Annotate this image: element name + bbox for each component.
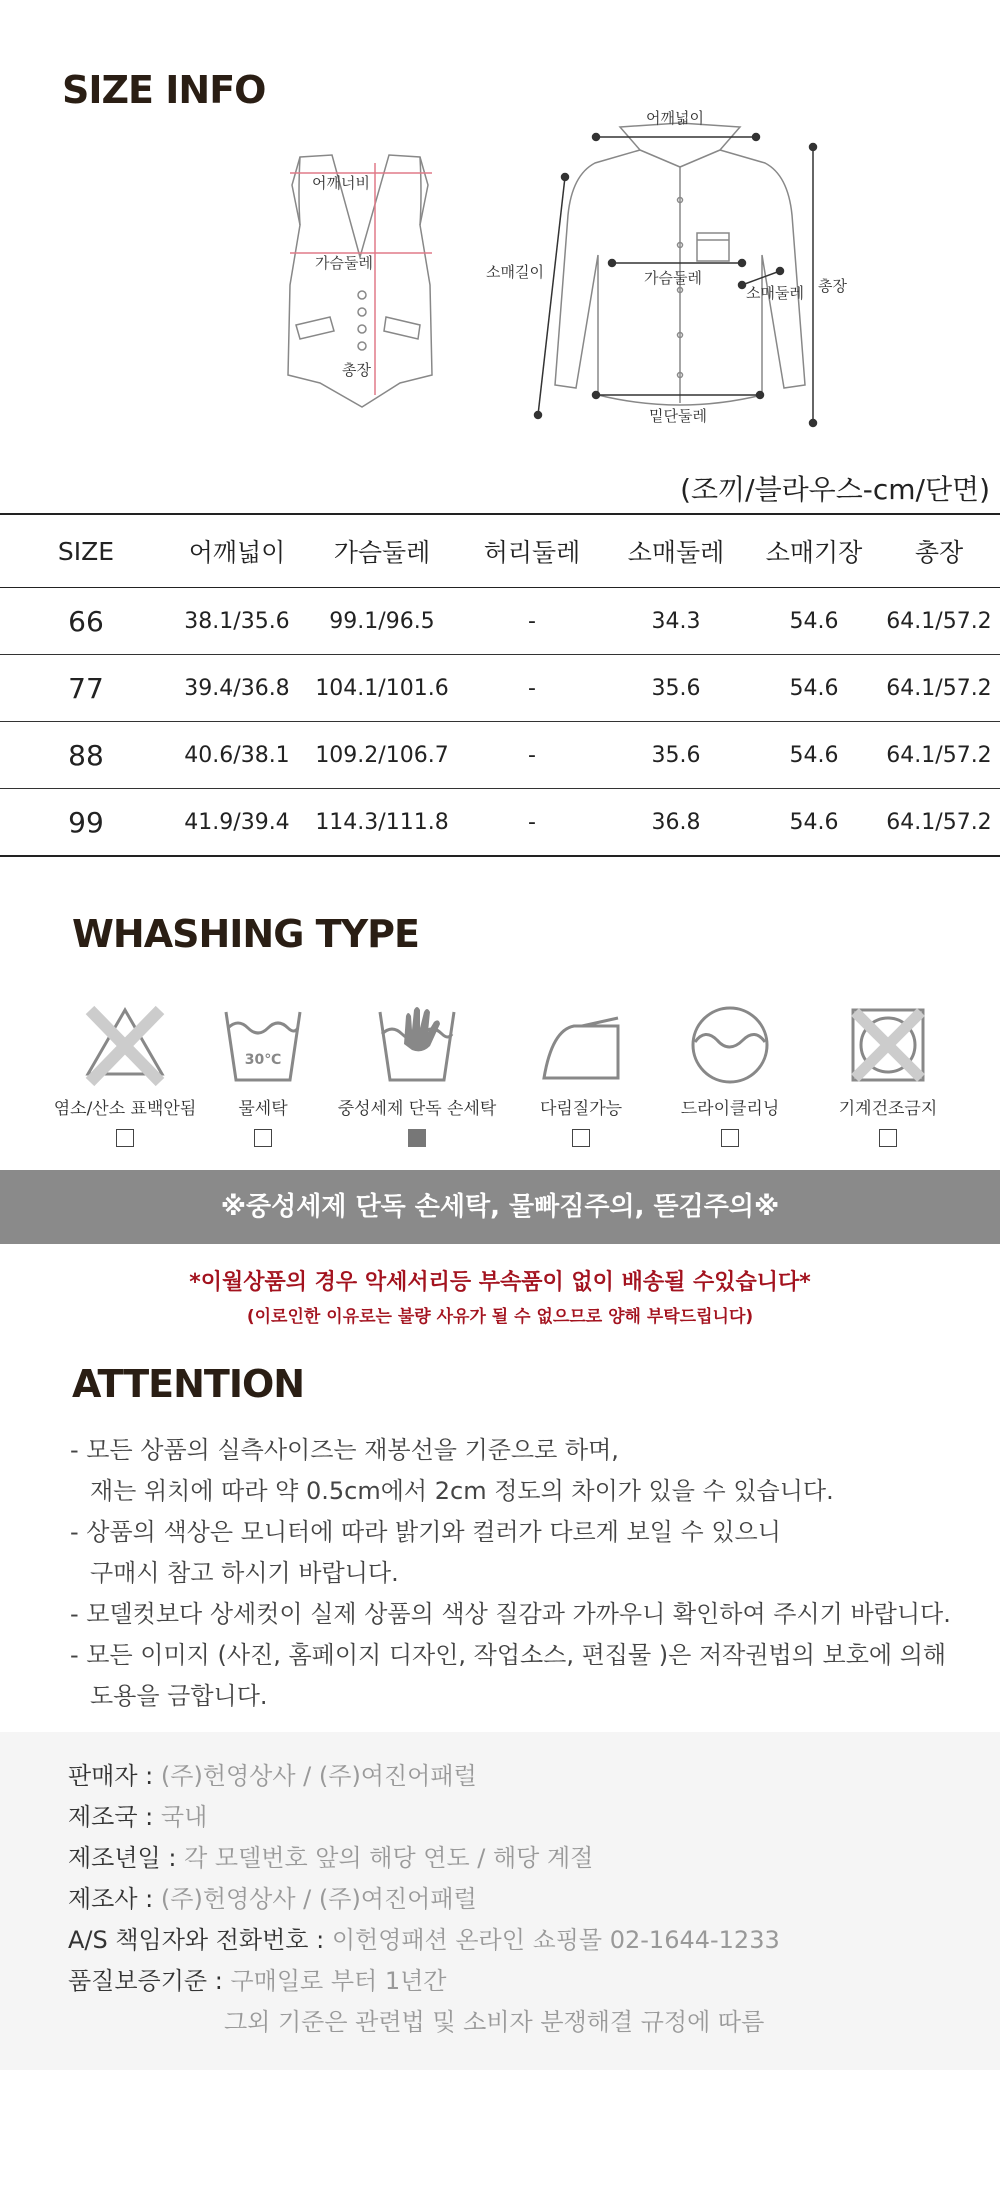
header-size: SIZE xyxy=(0,514,172,588)
checkbox xyxy=(879,1129,897,1147)
wash-item-machine-wash xyxy=(178,1000,348,1147)
dry-clean-icon xyxy=(685,1000,775,1090)
notice-line-2: (이로인한 이유로는 불량 사유가 될 수 없으므로 양해 부탁드립니다) xyxy=(246,1307,754,1327)
header-sleeve-circ: 소매둘레 xyxy=(602,514,750,588)
no-bleach-icon xyxy=(80,1000,170,1090)
info-row-warranty xyxy=(68,1961,780,2002)
header-chest: 가슴둘레 xyxy=(302,514,462,588)
info-row-country xyxy=(68,1797,780,1838)
attention-line: 재는 위치에 따라 약 0.5cm에서 2cm 정도의 차이가 있을 수 있습니다. xyxy=(90,1477,834,1505)
wash-label: 기계건조금지 xyxy=(838,1099,938,1119)
info-row-seller xyxy=(68,1756,780,1797)
info-value: 이헌영패션 온라인 쇼핑몰 02-1644-1233 xyxy=(331,1926,780,1954)
info-key: 제조년일 : xyxy=(68,1844,185,1872)
shirt-sleeve-circ-label: 소매둘레 xyxy=(746,284,804,302)
info-value: (주)헌영상사 / (주)여진어패럴 xyxy=(160,1885,477,1913)
cell-sleeve-circ: 35.6 xyxy=(602,722,750,789)
checkbox xyxy=(116,1129,134,1147)
wash-label: 중성세제 단독 손세탁 xyxy=(337,1099,497,1119)
cell-waist: - xyxy=(462,789,602,857)
cell-size: 99 xyxy=(0,789,172,857)
wash-label: 물세탁 xyxy=(238,1099,288,1119)
cell-shoulder: 41.9/39.4 xyxy=(172,789,302,857)
info-key: 품질보증기준 : xyxy=(68,1967,231,1995)
cell-size: 66 xyxy=(0,588,172,655)
cell-shoulder: 39.4/36.8 xyxy=(172,655,302,722)
wash-item-dry-clean xyxy=(645,1000,815,1147)
header-sleeve-length: 소매기장 xyxy=(750,514,878,588)
cell-chest: 104.1/101.6 xyxy=(302,655,462,722)
attention-list xyxy=(70,1430,970,1717)
checkbox xyxy=(721,1129,739,1147)
size-diagram xyxy=(0,105,1000,435)
cell-sleeve-circ: 36.8 xyxy=(602,789,750,857)
notice-line-1: *이월상품의 경우 악세서리등 부속품이 없이 배송될 수있습니다* xyxy=(189,1270,811,1295)
checkbox xyxy=(254,1129,272,1147)
cell-waist: - xyxy=(462,722,602,789)
cell-sleeve-circ: 35.6 xyxy=(602,655,750,722)
shirt-chest-label: 가슴둘레 xyxy=(644,269,702,287)
attention-line: 구매시 참고 하시기 바랍니다. xyxy=(90,1559,399,1587)
attention-title: ATTENTION xyxy=(72,1362,305,1406)
size-table xyxy=(0,513,1000,857)
table-row xyxy=(0,655,1000,722)
cell-sleeve-length: 54.6 xyxy=(750,655,878,722)
table-row xyxy=(0,789,1000,857)
vest-shoulder-label: 어깨너비 xyxy=(312,174,370,192)
wash-label: 다림질가능 xyxy=(539,1099,623,1119)
wash-item-iron xyxy=(496,1000,666,1147)
cell-total-length: 64.1/57.2 xyxy=(878,722,1000,789)
cell-shoulder: 38.1/35.6 xyxy=(172,588,302,655)
cell-total-length: 64.1/57.2 xyxy=(878,588,1000,655)
info-key: 제조국 : xyxy=(68,1803,161,1831)
shirt-sleeve-length-label: 소매길이 xyxy=(486,263,544,281)
cell-sleeve-length: 54.6 xyxy=(750,722,878,789)
wash-30-icon xyxy=(218,1000,308,1090)
cell-size: 77 xyxy=(0,655,172,722)
checkbox xyxy=(572,1129,590,1147)
vest-length-label: 총장 xyxy=(342,361,371,379)
wash-item-hand-wash xyxy=(332,1000,502,1147)
cell-chest: 109.2/106.7 xyxy=(302,722,462,789)
vest-chest-label: 가슴둘레 xyxy=(315,254,373,272)
info-key: 판매자 : xyxy=(68,1762,161,1790)
info-key: 제조사 : xyxy=(68,1885,161,1913)
shirt-total-length-label: 총장 xyxy=(818,277,847,295)
cell-total-length: 64.1/57.2 xyxy=(878,655,1000,722)
cell-chest: 99.1/96.5 xyxy=(302,588,462,655)
table-row xyxy=(0,588,1000,655)
cell-waist: - xyxy=(462,588,602,655)
shirt-shoulder-label: 어깨넓이 xyxy=(646,109,704,127)
info-row-date xyxy=(68,1838,780,1879)
attention-line: - 모든 상품의 실측사이즈는 재봉선을 기준으로 하며, xyxy=(70,1436,619,1464)
size-info-title: SIZE INFO xyxy=(62,68,266,112)
cell-chest: 114.3/111.8 xyxy=(302,789,462,857)
checkbox-checked xyxy=(408,1129,426,1147)
cell-size: 88 xyxy=(0,722,172,789)
shirt-hem-label: 밑단둘레 xyxy=(649,407,707,425)
wash-label: 염소/산소 표백안됨 xyxy=(53,1099,197,1119)
info-row-manufacturer xyxy=(68,1879,780,1920)
unit-note: (조끼/블라우스-cm/단면) xyxy=(680,473,990,506)
iron-icon xyxy=(536,1000,626,1090)
cell-sleeve-length: 54.6 xyxy=(750,588,878,655)
table-row xyxy=(0,722,1000,789)
cell-sleeve-circ: 34.3 xyxy=(602,588,750,655)
info-value: 구매일로 부터 1년간 xyxy=(230,1967,447,1995)
cell-shoulder: 40.6/38.1 xyxy=(172,722,302,789)
cell-total-length: 64.1/57.2 xyxy=(878,789,1000,857)
attention-line: - 모든 이미지 (사진, 홈페이지 디자인, 작업소스, 편집물 )은 저작권법의 보호에 의해 xyxy=(70,1641,947,1669)
wash-item-no-tumble-dry xyxy=(803,1000,973,1147)
info-value: 국내 xyxy=(160,1803,208,1831)
info-value: 각 모델번호 앞의 해당 연도 / 해당 계절 xyxy=(184,1844,594,1872)
table-header-row xyxy=(0,514,1000,588)
washing-type-title: WHASHING TYPE xyxy=(72,912,419,956)
product-info-box xyxy=(0,1732,1000,2070)
no-tumble-dry-icon xyxy=(843,1000,933,1090)
header-waist: 허리둘레 xyxy=(462,514,602,588)
header-shoulder: 어깨넓이 xyxy=(172,514,302,588)
care-banner: ※중성세제 단독 손세탁, 물빠짐주의, 뜯김주의※ xyxy=(0,1170,1000,1244)
cell-sleeve-length: 54.6 xyxy=(750,789,878,857)
attention-line: 도용을 금합니다. xyxy=(90,1682,268,1710)
info-value: (주)헌영상사 / (주)여진어패럴 xyxy=(160,1762,477,1790)
header-total-length: 총장 xyxy=(878,514,1000,588)
cell-waist: - xyxy=(462,655,602,722)
attention-line: - 모델컷보다 상세컷이 실제 상품의 색상 질감과 가까우니 확인하여 주시기 바랍니다. xyxy=(70,1600,951,1628)
info-row-continuation: 그외 기준은 관련법 및 소비자 분쟁해결 규정에 따름 xyxy=(224,2008,765,2036)
info-row-as-contact xyxy=(68,1920,780,1961)
attention-line: - 상품의 색상은 모니터에 따라 밝기와 컬러가 다르게 보일 수 있으니 xyxy=(70,1518,781,1546)
wash-temperature: 30℃ xyxy=(244,1052,282,1068)
info-key: A/S 책임자와 전화번호 : xyxy=(68,1926,332,1954)
hand-wash-icon xyxy=(372,1000,462,1090)
wash-label: 드라이클리닝 xyxy=(680,1099,780,1119)
shirt-illustration xyxy=(555,123,805,405)
